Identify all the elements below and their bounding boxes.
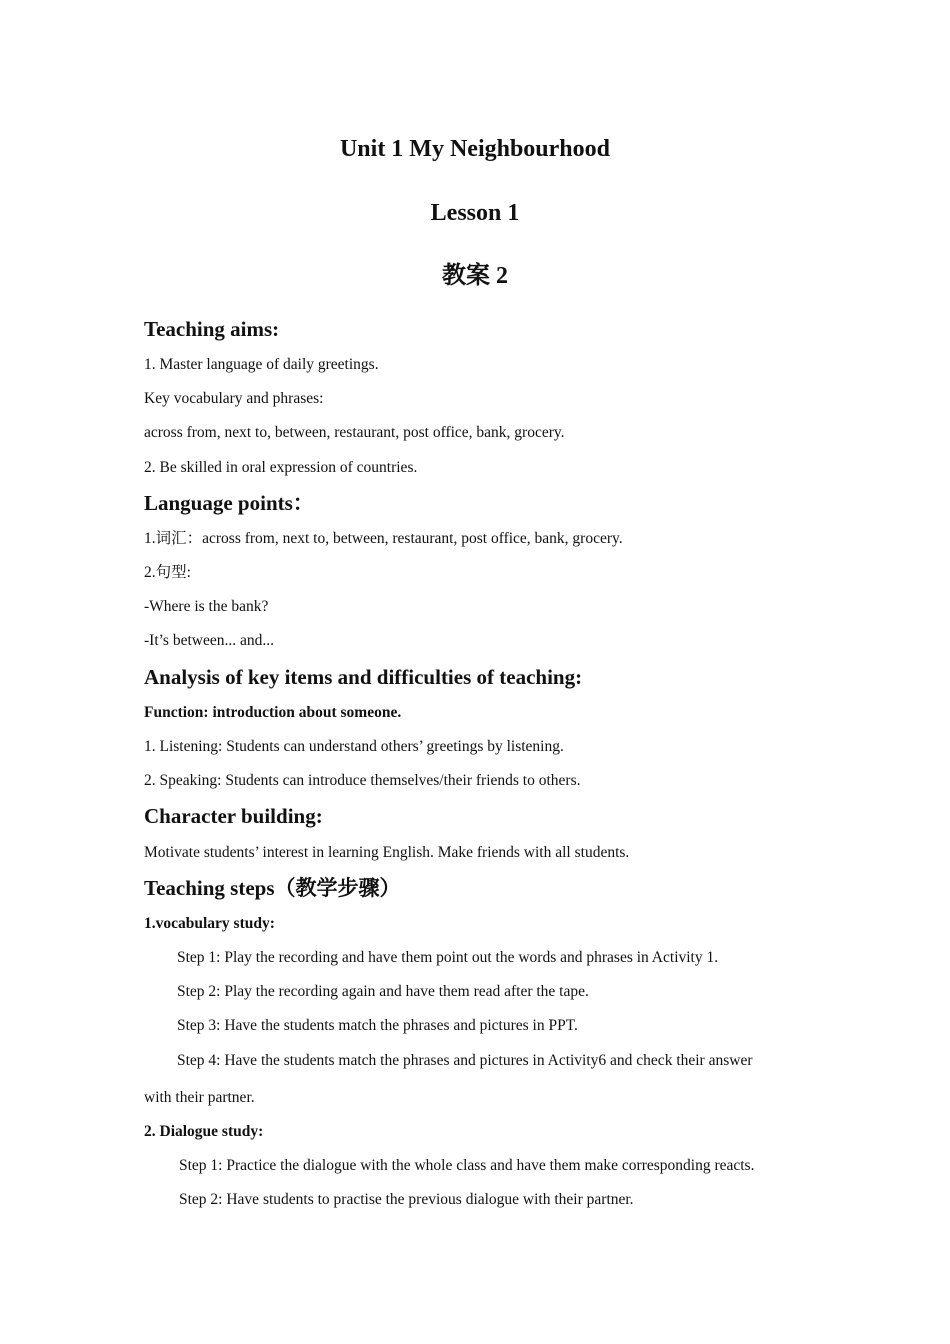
vocab-step-1: Step 1: Play the recording and have them point out the words and phrases in Activity 1.: [177, 949, 719, 966]
listening-line: 1. Listening: Students can understand others’ greetings by listening.: [144, 738, 564, 755]
function-line: Function: introduction about someone.: [144, 704, 402, 721]
vocab-list: across from, next to, between, restaurant, post office, bank, grocery.: [144, 424, 565, 441]
character-text: Motivate students’ interest in learning English. Make friends with all students.: [144, 844, 630, 861]
lesson-plan-title: 教案 2: [442, 263, 508, 289]
speaking-line: 2. Speaking: Students can introduce themselves/their friends to others.: [144, 772, 581, 789]
dialogue-step-1: Step 1: Practice the dialogue with the whole class and have them make corresponding reacts.: [179, 1157, 755, 1174]
teaching-steps-heading: Teaching steps（教学步骤）: [144, 876, 401, 900]
vocabulary-study-heading: 1.vocabulary study:: [144, 915, 275, 932]
vocab-step-3: Step 3: Have the students match the phrases and pictures in PPT.: [177, 1017, 578, 1034]
vocab-label: Key vocabulary and phrases:: [144, 390, 324, 407]
dialogue-step-2: Step 2: Have students to practise the previous dialogue with their partner.: [179, 1191, 634, 1208]
vocab-step-4-continued: with their partner.: [144, 1089, 255, 1106]
aims-item-1: 1. Master language of daily greetings.: [144, 356, 379, 373]
analysis-heading: Analysis of key items and difficulties of teaching:: [144, 665, 583, 689]
sentence-answer: -It’s between... and...: [144, 632, 274, 649]
lesson-title: Lesson 1: [430, 200, 520, 226]
language-vocab: 1.词汇：across from, next to, between, restaurant, post office, bank, grocery.: [144, 530, 623, 547]
dialogue-study-heading: 2. Dialogue study:: [144, 1123, 264, 1140]
sentence-question: -Where is the bank?: [144, 598, 269, 615]
aims-item-2: 2. Be skilled in oral expression of countries.: [144, 459, 418, 476]
character-heading: Character building:: [144, 804, 323, 828]
unit-title: Unit 1 My Neighbourhood: [339, 136, 611, 162]
language-points-heading: Language points：: [144, 491, 314, 515]
teaching-aims-heading: Teaching aims:: [144, 317, 280, 341]
vocab-step-2: Step 2: Play the recording again and have them read after the tape.: [177, 983, 589, 1000]
vocab-step-4: Step 4: Have the students match the phrases and pictures in Activity6 and check their answer: [177, 1052, 753, 1069]
sentence-pattern-label: 2.句型:: [144, 564, 191, 581]
